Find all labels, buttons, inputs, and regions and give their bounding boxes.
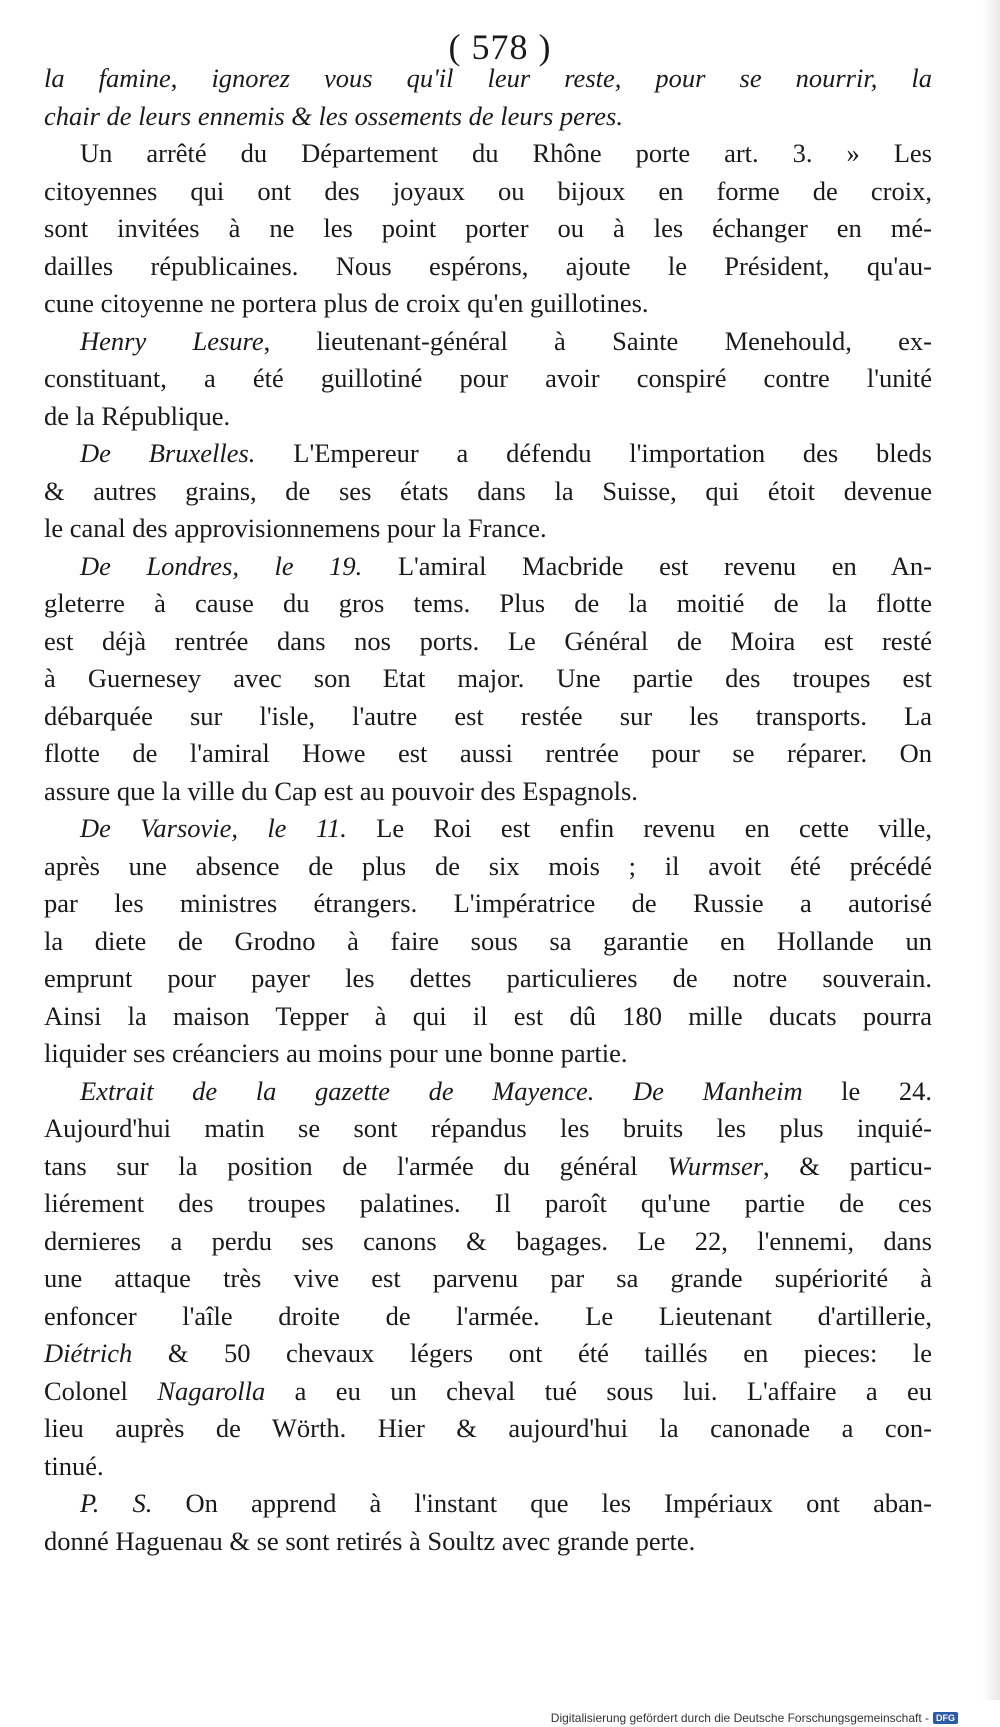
text-line [44,1485,932,1523]
italic-text: la famine [44,63,171,93]
text-line [44,1260,932,1298]
text-segment: Colonel [44,1375,158,1406]
text-segment: a eu un cheval tué sous lui. L'affaire a eu [265,1375,932,1406]
text-line [44,960,932,998]
text-segment: sont invitées à ne les point porter ou à les échanger en mé- [44,213,932,243]
text-line [44,360,932,398]
text-segment: est déjà rentrée dans nos ports. Le Général de Moira est resté [44,625,932,656]
text-line [44,1223,932,1261]
italic-text: De Varsovie, le 11. [80,813,347,843]
text-segment: tans sur la position de l'armée du général [44,1150,668,1181]
text-line [44,660,932,698]
text-segment: liérement des troupes palatines. Il paroît qu'une partie de ces [44,1188,932,1218]
text-segment: citoyennes qui ont des joyaux ou bijoux en forme de croix, [44,175,932,206]
text-line [44,998,932,1036]
page-edge-shadow [982,0,1000,1700]
text-segment: Le Roi est enfin revenu en cette ville, [346,813,932,843]
text-segment: lieu auprès de Wörth. Hier & aujourd'hui la canonade a con- [44,1413,932,1443]
text-line [44,1073,932,1111]
text-segment: L'amiral Macbride est revenu en An- [362,550,932,581]
text-segment: le canal des approvisionnemens pour la France. [44,513,547,543]
text-line [44,98,932,136]
footer [551,1711,958,1725]
text-segment: par les ministres étrangers. L'impératrice de Russie a autorisé [44,888,932,918]
text-segment: L'Empereur a défendu l'importation des bleds [255,438,932,468]
italic-text: De Bruxelles. [80,438,256,468]
text-segment: à Guernesey avec son Etat major. Une partie des troupes est [44,663,932,693]
text-segment: , lieutenant-général à Sainte Menehould, ex- [263,325,932,356]
italic-text: Wurmser [667,1150,764,1181]
text-line [44,923,932,961]
text-segment: constituant, a été guillotiné pour avoir conspiré contre l'unité [44,363,932,393]
text-segment: dernieres a perdu ses canons & bagages. Le 22, l'ennemi, dans [44,1225,932,1256]
text-segment: , & particu- [763,1150,932,1181]
text-segment: donné Haguenau & se sont retirés à Soultz avec grande perte. [44,1525,696,1556]
text-line [44,810,932,848]
article-text [44,60,932,1560]
text-line [44,1185,932,1223]
text-line [44,1410,932,1448]
italic-text: De Londres, le 19. [80,550,363,581]
italic-text: Nagarolla [157,1375,266,1406]
text-line [44,248,932,286]
text-line [44,398,932,436]
text-segment: dailles républicaines. Nous espérons, ajoute le Président, qu'au- [44,250,932,281]
text-line [44,698,932,736]
page-number: ( 578 ) [448,27,552,67]
text-segment: gleterre à cause du gros tems. Plus de la moitié de la flotte [44,588,932,618]
italic-text: Extrait de la gazette de Mayence. De Manheim [80,1075,803,1106]
text-line [44,1298,932,1336]
italic-text: ignorez vous qu'il leur reste, pour se nourrir, la [211,63,932,93]
italic-text: chair de leurs ennemis & les ossements de leurs peres. [44,100,623,131]
text-line [44,435,932,473]
text-line [44,60,932,98]
text-segment: liquider ses créanciers au moins pour une bonne partie. [44,1038,628,1068]
text-segment: Ainsi la maison Tepper à qui il est dû 180 mille ducats pourra [44,1000,932,1031]
text-line [44,285,932,323]
text-line [44,1523,932,1561]
text-segment: débarquée sur l'isle, l'autre est restée sur les transports. La [44,700,932,731]
text-segment: une attaque très vive est parvenu par sa grande supériorité à [44,1263,932,1293]
text-line [44,510,932,548]
text-line [44,1448,932,1486]
text-line [44,585,932,623]
footer-credit: Digitalisierung gefördert durch die Deutsche Forschungsgemeinschaft - [550,1711,929,1725]
text-segment: & autres grains, de ses états dans la Suisse, qui étoit devenue [44,475,932,506]
text-segment: flotte de l'amiral Howe est aussi rentrée pour se réparer. On [44,738,932,768]
text-segment: la diete de Grodno à faire sous sa garantie en Hollande un [44,925,932,956]
italic-text: Henry Lesure [80,325,264,356]
text-segment: le 24. [802,1075,932,1106]
text-segment: de la République. [44,400,231,431]
italic-text: P. S. [80,1488,153,1518]
text-line [44,735,932,773]
text-line [44,848,932,886]
text-line [44,885,932,923]
text-segment: après une absence de plus de six mois ; il avoit été précédé [44,850,932,881]
text-line [44,1335,932,1373]
text-line [44,323,932,361]
text-line [44,1373,932,1411]
text-segment: emprunt pour payer les dettes particulieres de notre souverain. [44,963,932,993]
text-line [44,210,932,248]
text-line [44,135,932,173]
text-segment: & 50 chevaux légers ont été taillés en pieces: le [132,1338,932,1368]
text-line [44,548,932,586]
text-line [44,623,932,661]
italic-text: Diétrich [44,1338,133,1368]
text-segment: cune citoyenne ne portera plus de croix qu'en guillotines. [44,288,649,318]
text-segment: Aujourd'hui matin se sont répandus les bruits les plus inquié- [44,1113,932,1143]
text-segment: , [170,63,212,93]
text-segment: On apprend à l'instant que les Impériaux ont aban- [152,1488,932,1518]
text-line [44,473,932,511]
dfg-logo: DFG [933,1712,958,1724]
text-segment: tinué. [44,1450,104,1481]
text-segment: Un arrêté du Département du Rhône porte art. 3. » Les [80,138,932,168]
text-line [44,1110,932,1148]
text-segment: enfoncer l'aîle droite de l'armée. Le Lieutenant d'artillerie, [44,1300,932,1331]
text-line [44,1035,932,1073]
text-segment: assure que la ville du Cap est au pouvoir des Espagnols. [44,775,638,806]
text-line [44,1148,932,1186]
text-line [44,773,932,811]
text-line [44,173,932,211]
